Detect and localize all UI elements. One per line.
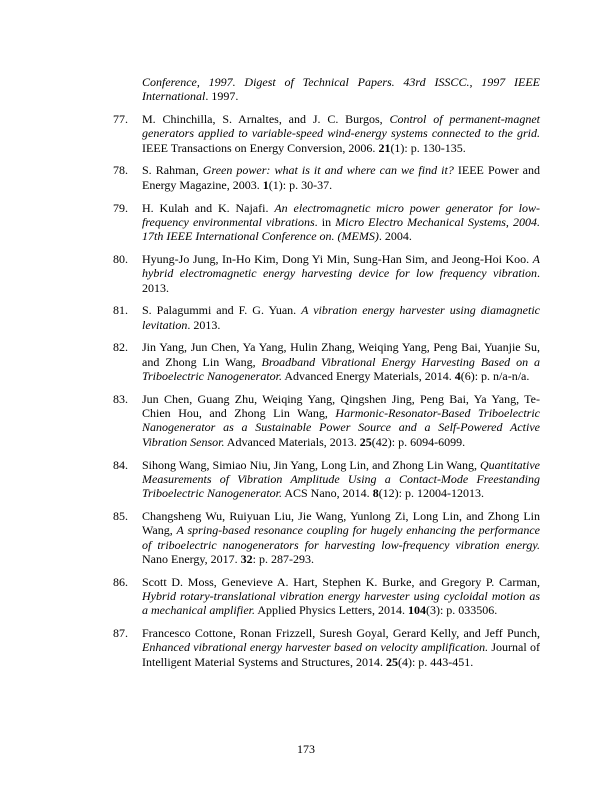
reference-segment-italic: A vibration energy harvester using diamagnetic levitation <box>142 303 540 332</box>
reference-segment-roman: Jin Yang, Jun Chen, Ya Yang, Hulin Zhang, Weiqing Yang, Peng Bai, Yuanjie Su, and Zhong Lin Wang, <box>142 340 540 369</box>
reference-segment-roman: (3): p. 033506. <box>425 603 498 618</box>
reference-segment-italic: Control of permanent-magnet generators applied to variable-speed wind-energy systems connected to the grid. <box>142 112 541 141</box>
reference-text <box>142 340 540 383</box>
reference-segment-roman: IEEE Power and Energy Magazine, 2003. <box>142 163 541 192</box>
reference-segment-roman: Francesco Cottone, Ronan Frizzell, Suresh Goyal, Gerard Kelly, and Jeff Punch, <box>142 626 540 640</box>
reference-segment-roman: IEEE Transactions on Energy Conversion, 2006. <box>142 140 379 155</box>
reference-number: 78. <box>113 163 128 178</box>
reference-segment-roman: Scott D. Moss, Genevieve A. Hart, Stephen K. Burke, and Gregory P. Carman, <box>142 574 540 589</box>
reference-segment-bold: 25 <box>385 654 398 669</box>
reference-segment-italic: A hybrid electromagnetic energy harvesting device for low frequency vibration <box>142 251 540 281</box>
reference-segment-italic: Broadband Vibrational Energy Harvesting Based on a Triboelectric Nanogenerator. <box>142 354 541 384</box>
reference-segment-roman: H. Kulah and K. Najafi. <box>142 200 275 215</box>
reference-segment-roman: (4): p. 443-451. <box>397 654 474 669</box>
reference-number: 84. <box>113 457 128 472</box>
reference-segment-roman: (6): p. n/a-n/a. <box>460 369 530 384</box>
reference-segment-roman: M. Chinchilla, S. Arnaltes, and J. C. Burgos, <box>142 112 390 127</box>
reference-entry <box>113 303 540 332</box>
reference-segment-roman: ACS Nano, 2014. <box>282 486 373 501</box>
reference-entry <box>113 252 540 295</box>
reference-segment-roman: Advanced Materials, 2013. <box>224 434 360 449</box>
reference-entry <box>113 340 540 383</box>
reference-number: 81. <box>113 303 128 318</box>
reference-segment-roman: . 2013. <box>142 266 540 295</box>
reference-segment-roman: . 2013. <box>187 317 221 332</box>
reference-segment-italic: Green power: what is it and where can we find it? <box>202 163 454 178</box>
reference-number: 86. <box>113 574 128 589</box>
reference-entry <box>113 163 540 192</box>
reference-segment-italic: Conference, 1997. Digest of Technical Papers. 43rd ISSCC., 1997 IEEE International <box>142 75 540 104</box>
reference-text <box>142 112 540 155</box>
reference-segment-italic: Enhanced vibrational energy harvester based on velocity amplification. <box>142 640 489 655</box>
reference-segment-roman: Sihong Wang, Simiao Niu, Jin Yang, Long Lin, and Zhong Lin Wang, <box>142 457 480 472</box>
reference-text <box>142 626 540 669</box>
reference-entry <box>113 75 540 104</box>
reference-number: 80. <box>113 251 128 266</box>
reference-entry <box>113 509 540 566</box>
reference-segment-roman: Jun Chen, Guang Zhu, Weiqing Yang, Qingshen Jing, Peng Bai, Ya Yang, Te-Chien Hou, and Zhong Lin Wang, <box>142 391 540 421</box>
reference-segment-italic: Quantitative Measurements of Vibration Amplitude Using a Contact-Mode Freestanding Triboelectric Nanogenerator. <box>142 457 540 501</box>
reference-segment-bold: 1 <box>262 177 269 192</box>
reference-number: 83. <box>113 391 128 406</box>
reference-text <box>142 575 540 618</box>
reference-segment-roman: S. Rahman, <box>142 163 203 178</box>
reference-number: 79. <box>113 200 128 215</box>
reference-number: 77. <box>113 112 128 127</box>
reference-entry <box>113 112 540 155</box>
reference-entry <box>113 392 540 449</box>
reference-entry <box>113 626 540 669</box>
reference-entry <box>113 575 540 618</box>
reference-entry <box>113 201 540 244</box>
reference-segment-roman: . 1997. <box>205 89 239 104</box>
reference-segment-italic: Hybrid rotary-translational vibration energy harvester using cycloidal motion as a mechanical amplifier. <box>142 588 540 618</box>
reference-segment-roman: : p. 287-293. <box>252 551 314 566</box>
reference-text <box>142 252 540 295</box>
reference-text <box>142 303 540 331</box>
reference-segment-roman: (42): p. 6094-6099. <box>371 434 466 449</box>
reference-text <box>142 201 540 244</box>
reference-segment-bold: 32 <box>240 551 253 566</box>
reference-text <box>142 458 540 501</box>
reference-segment-bold: 8 <box>372 486 379 501</box>
reference-text <box>142 392 540 449</box>
reference-segment-italic: Micro Electro Mechanical Systems, 2004. 17th IEEE International Conference on. (MEMS) <box>142 214 541 244</box>
reference-segment-italic: Harmonic-Resonator-Based Triboelectric Nanogenerator as a Sustainable Power Source and a Self-Powered Active Vibration Sensor. <box>142 406 541 449</box>
reference-segment-roman: . in <box>314 214 336 229</box>
reference-segment-roman: . 2004. <box>378 229 412 244</box>
reference-text <box>142 75 540 103</box>
page-number: 173 <box>297 742 315 756</box>
reference-segment-roman: (1): p. 130-135. <box>390 140 466 155</box>
reference-number: 87. <box>113 626 128 640</box>
reference-segment-roman: Nano Energy, 2017. <box>142 551 241 566</box>
reference-number: 82. <box>113 340 128 355</box>
reference-segment-roman: (1): p. 30-37. <box>268 177 333 192</box>
reference-text <box>142 509 540 566</box>
reference-entry <box>113 458 540 501</box>
reference-segment-italic: A spring-based resonance coupling for hugely enhancing the performance of triboelectric nanogenerators for harvesting low-frequency vibration energy. <box>142 523 540 552</box>
reference-segment-roman: Advanced Energy Materials, 2014. <box>282 369 455 384</box>
reference-segment-roman: S. Palagummi and F. G. Yuan. <box>142 303 302 318</box>
reference-segment-bold: 25 <box>359 434 372 449</box>
reference-segment-roman: Hyung-Jo Jung, In-Ho Kim, Dong Yi Min, Sung-Han Sim, and Jeong-Hoi Koo. <box>142 251 533 266</box>
reference-number: 85. <box>113 508 128 523</box>
reference-segment-roman: Applied Physics Letters, 2014. <box>254 603 408 618</box>
reference-segment-roman: Journal of Intelligent Material Systems and Structures, 2014. <box>142 640 540 669</box>
reference-text <box>142 163 540 191</box>
reference-segment-bold: 21 <box>378 140 391 155</box>
reference-segment-bold: 4 <box>454 369 461 384</box>
reference-segment-roman: Changsheng Wu, Ruiyuan Liu, Jie Wang, Yunlong Zi, Long Lin, and Zhong Lin Wang, <box>142 508 540 538</box>
references-list <box>113 75 540 669</box>
reference-segment-italic: An electromagnetic micro power generator for low-frequency environmental vibrations <box>142 200 540 229</box>
reference-segment-roman: (12): p. 12004-12013. <box>378 486 485 501</box>
reference-segment-bold: 104 <box>407 603 426 618</box>
